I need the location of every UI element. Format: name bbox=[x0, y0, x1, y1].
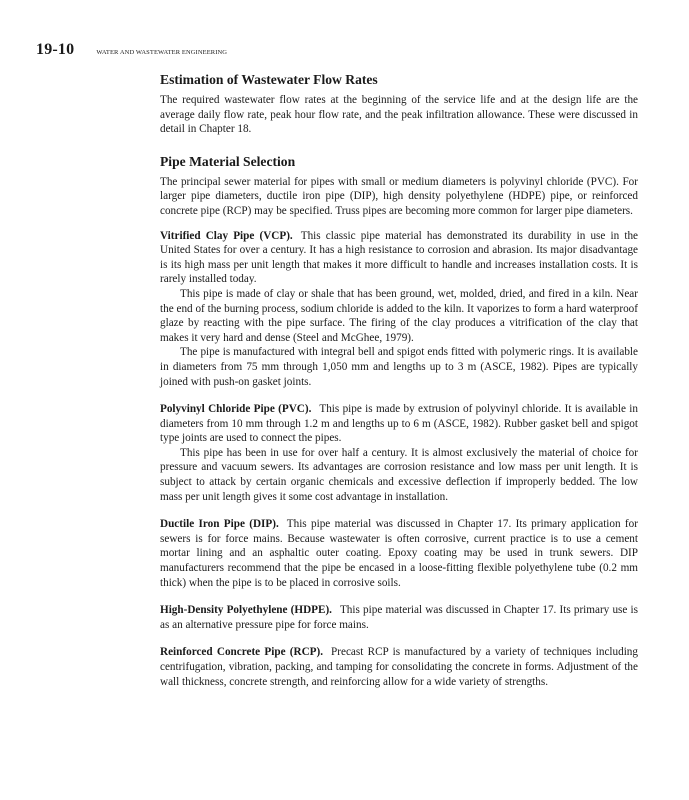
subsection-title: High-Density Polyethylene (HDPE). bbox=[160, 604, 332, 617]
section-heading: Pipe Material Selection bbox=[160, 153, 296, 169]
subsection-title: Vitrified Clay Pipe (VCP). bbox=[160, 229, 293, 242]
paragraph-text: Precast RCP is manufactured by a variety of techniques including centrifugation, vibration, packing, and tamping for consolidating the concrete in forms. Adjustment of the wall thickness, concrete strength, and reinforcing allow for a wide variety of strengths. bbox=[160, 646, 638, 688]
paragraph: The pipe is manufactured with integral bell and spigot ends fitted with polymeric rings. It is available in diameters from 75 mm through 1,050 mm and lengths up to 3 m (ASCE, 1982). Pipes are typically joined with push-on gasket joints. bbox=[160, 346, 638, 388]
subsection-rcp bbox=[160, 645, 638, 689]
paragraph: The principal sewer material for pipes with small or medium diameters is polyvinyl chloride (PVC). For larger pipe diameters, ductile iron pipe (DIP), high density polyethylene (HDPE) pipe, or reinforced concrete pipe (RCP) may be specified. Truss pipes are becoming more common for larger pipe diameters. bbox=[160, 175, 638, 217]
paragraph: This pipe has been in use for over half a century. It is almost exclusively the material of choice for pressure and vacuum sewers. Its advantages are corrosion resistance and low mass per unit length. It is subject to attack by certain organic chemicals and excessive deflection if improperly bedded. The low mass per unit length gives it some cost advantage in installation. bbox=[160, 446, 638, 503]
book-title: WATER AND WASTEWATER ENGINEERING bbox=[96, 49, 228, 56]
paragraph-text: This pipe material was discussed in Chapter 17. Its primary use is as an alternative pressure pipe for force mains. bbox=[160, 604, 638, 631]
page-number: 19-10 bbox=[36, 41, 75, 58]
paragraph bbox=[160, 603, 638, 632]
section-pipe-material bbox=[160, 153, 638, 689]
subsection-vcp bbox=[160, 229, 638, 390]
paragraph-text: This pipe is made by extrusion of polyvinyl chloride. It is available in diameters from 10 mm through 1.2 m and lengths up to 6 m (ASCE, 1982). Rubber gasket bell and spigot type joints are used to connect the pipes. bbox=[160, 403, 638, 445]
subsection-dip bbox=[160, 517, 638, 590]
subsection-title: Polyvinyl Chloride Pipe (PVC). bbox=[160, 403, 312, 416]
page-body bbox=[160, 71, 638, 689]
paragraph-text: This pipe material was discussed in Chapter 17. Its primary application for sewers is for force mains. Because wastewater is often corrosive, current practice is to use a cement mortar lining and an asphaltic outer coating. Epoxy coating may be used in trunk sewers. DIP manufacturers recommend that the pipe be encased in a loose-fitting flexible polyethylene tube (0.2 mm thick) when the pipe is to be placed in corrosive soils. bbox=[160, 518, 638, 589]
subsection-title: Ductile Iron Pipe (DIP). bbox=[160, 518, 279, 531]
paragraph: The required wastewater flow rates at the beginning of the service life and at the design life are the average daily flow rate, peak hour flow rate, and the peak infiltration allowance. These were discussed in detail in Chapter 18. bbox=[160, 94, 638, 136]
subsection-title: Reinforced Concrete Pipe (RCP). bbox=[160, 646, 324, 659]
running-head bbox=[36, 41, 227, 59]
paragraph: This pipe is made of clay or shale that has been ground, wet, molded, dried, and fired in a kiln. Near the end of the burning process, sodium chloride is added to the kiln. It vaporizes to form a hard waterproof glaze by reacting with the pipe surface. The firing of the clay produces a vitrification of the clay that makes it very hard and dense (Steel and McGhee, 1979). bbox=[160, 287, 638, 344]
paragraph bbox=[160, 402, 638, 446]
subsection-hdpe bbox=[160, 603, 638, 632]
paragraph bbox=[160, 229, 638, 287]
section-flow-rates bbox=[160, 71, 638, 137]
subsection-pvc bbox=[160, 402, 638, 504]
paragraph bbox=[160, 517, 638, 590]
section-heading: Estimation of Wastewater Flow Rates bbox=[160, 72, 378, 87]
paragraph-text: This classic pipe material has demonstrated its durability in use in the United States for over a century. It has a high resistance to corrosion and abrasion. Its major disadvantage is its high mass per unit length that makes it more difficult to handle and increases installation costs. It is rarely installed today. bbox=[160, 229, 639, 286]
paragraph bbox=[160, 645, 638, 689]
